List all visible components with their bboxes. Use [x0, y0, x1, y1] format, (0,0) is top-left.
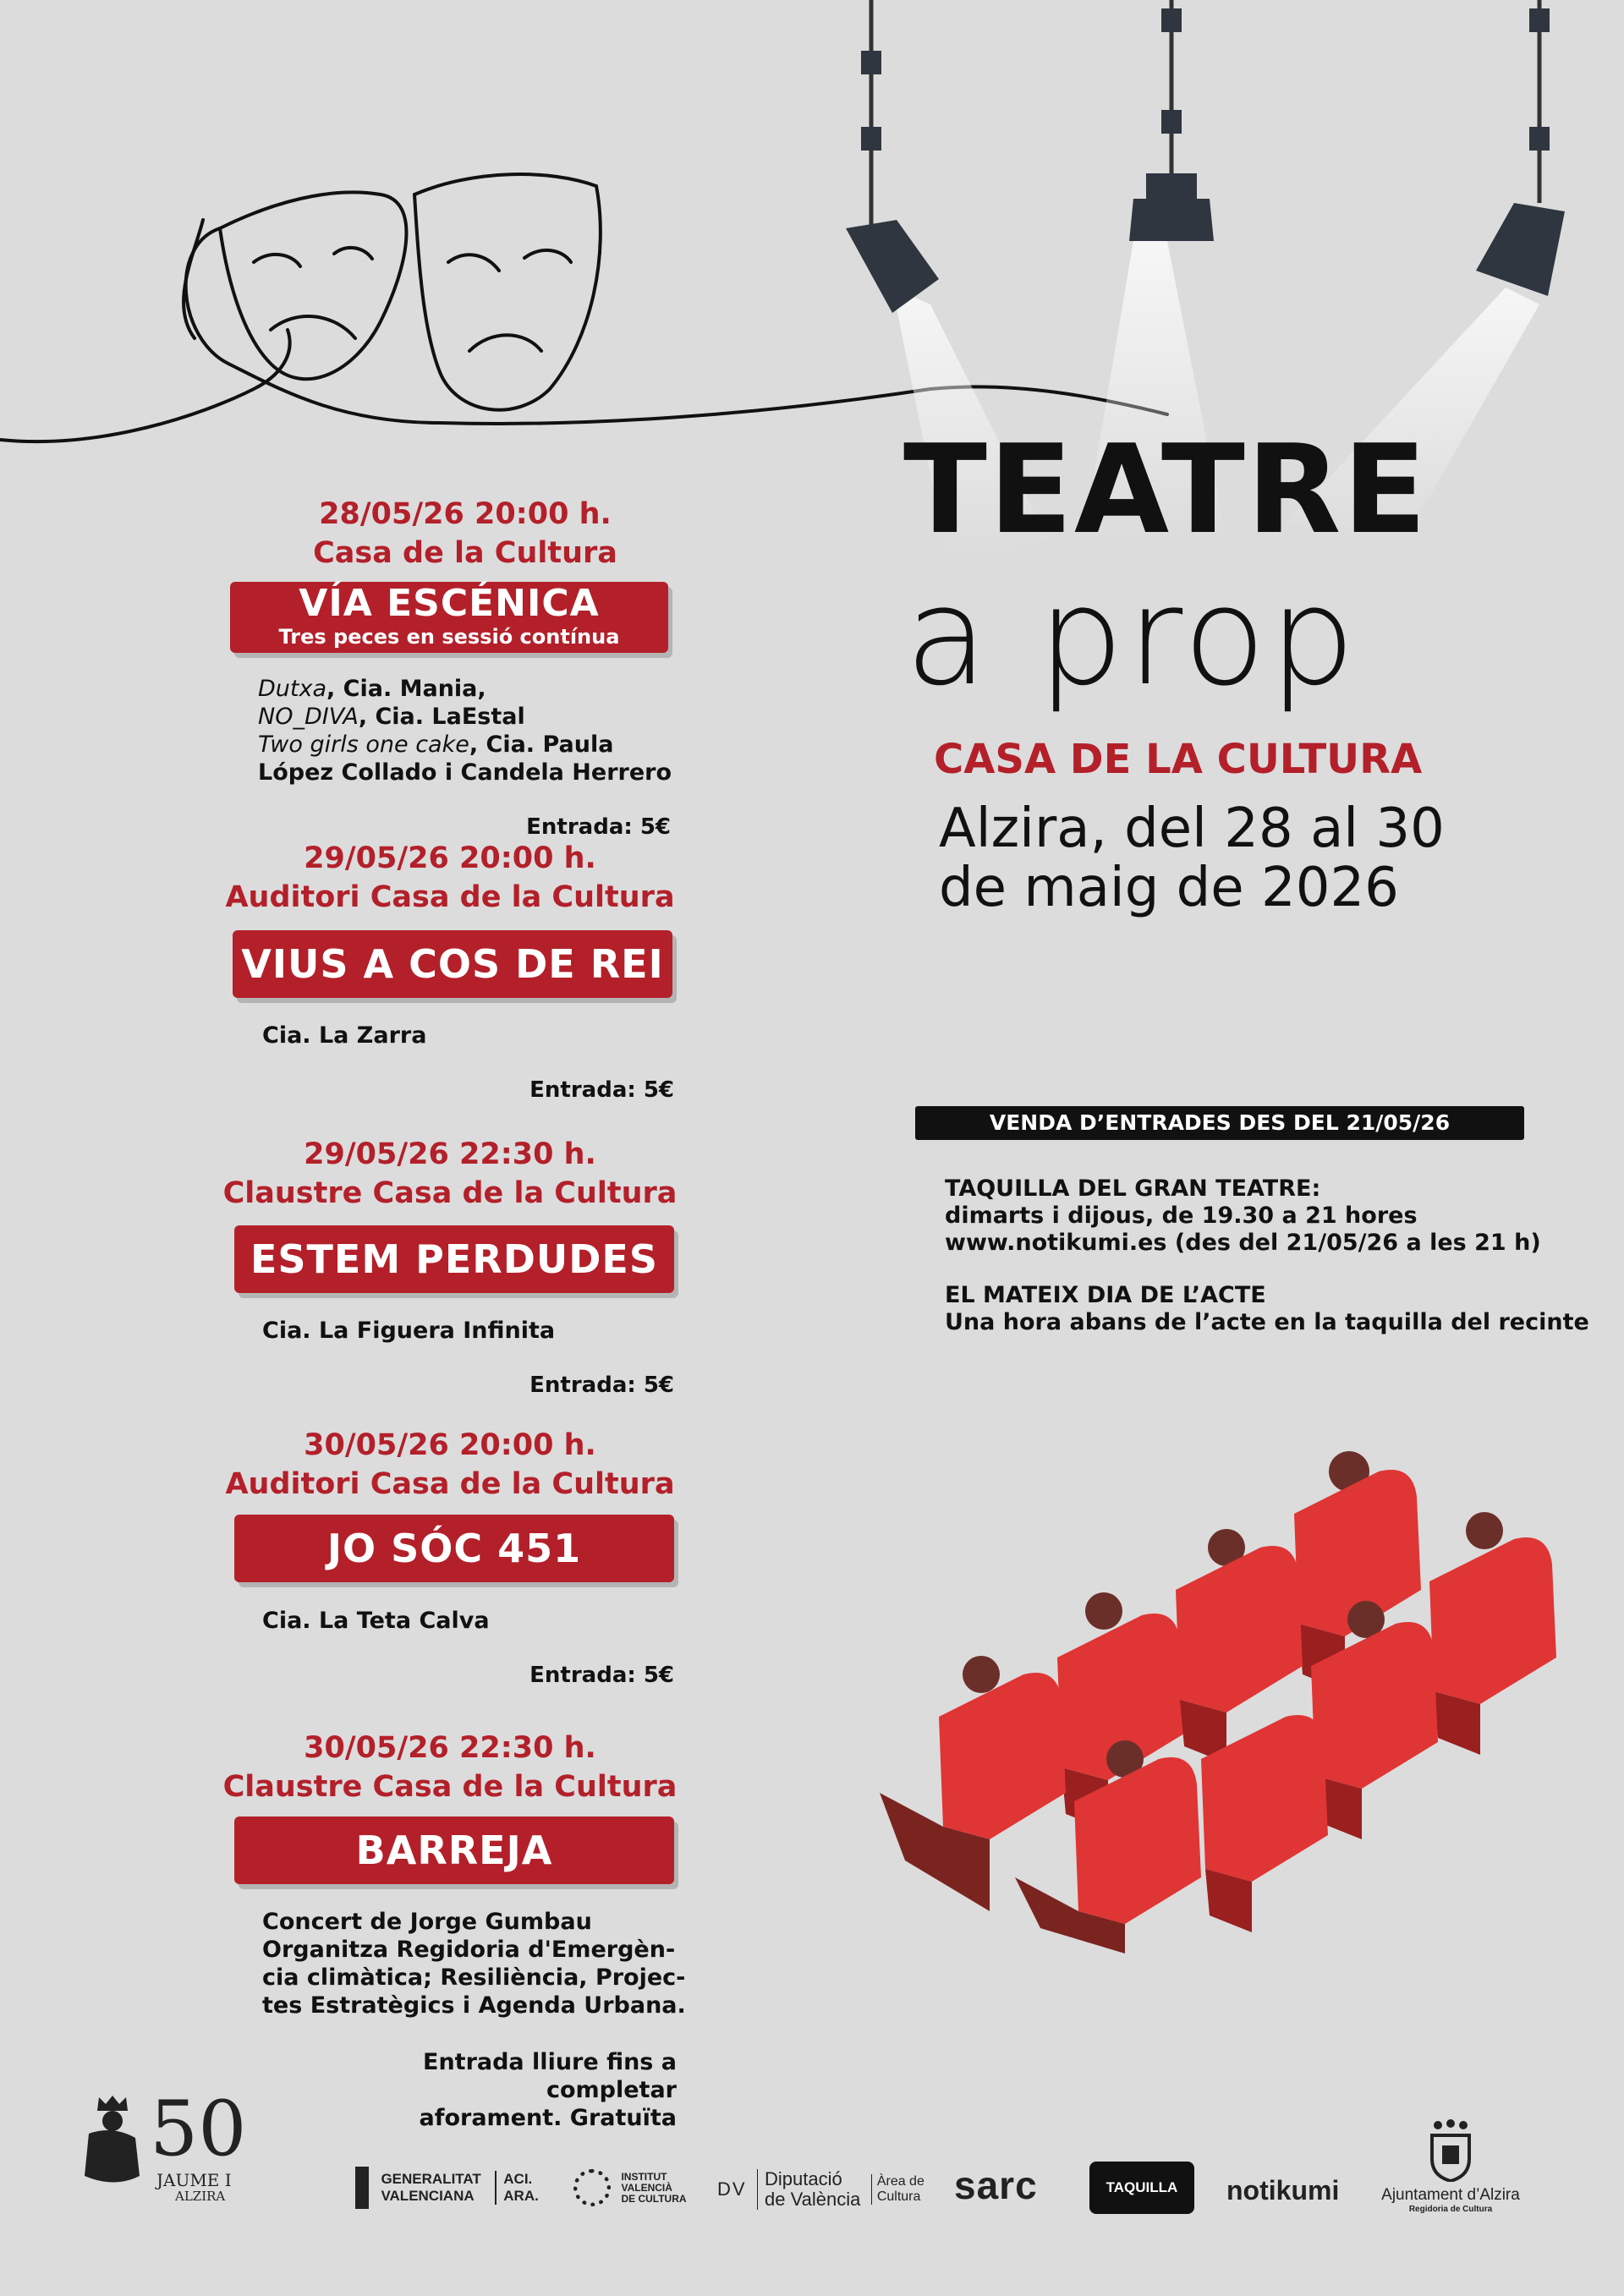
- area-line2: Cultura: [876, 2189, 921, 2204]
- box-office-hours: dimarts i dijous, de 19.30 a 21 hores: [945, 1203, 1418, 1229]
- ajuntament-alzira-logo: [1370, 2118, 1531, 2214]
- event-4-place: Auditori Casa de la Cultura: [225, 1467, 675, 1501]
- event-5-detail-line: cia climàtica; Resiliència, Projec-: [262, 1964, 686, 1991]
- ivc-circle-icon: [573, 2169, 611, 2206]
- event-3-title: ESTEM PERDUDES: [250, 1236, 658, 1282]
- same-day-title: EL MATEIX DIA DE L’ACTE: [945, 1282, 1266, 1308]
- ivc-logo: [573, 2169, 687, 2206]
- event-2-place: Auditori Casa de la Cultura: [225, 880, 675, 914]
- event-4-banner: [234, 1515, 674, 1582]
- online-tickets-link[interactable]: www.notikumi.es (des del 21/05/26 a les 21 h): [945, 1230, 1541, 1256]
- event-2-price: Entrada: 5€: [529, 1077, 674, 1103]
- dv-mark: DV: [717, 2178, 747, 2200]
- gv-emblem-icon: [355, 2167, 369, 2209]
- event-1-datetime: 28/05/26 20:00 h.: [319, 497, 612, 531]
- event-4-price: Entrada: 5€: [529, 1663, 674, 1688]
- taquilla-logo: [1089, 2162, 1194, 2214]
- ticket-info: [945, 1175, 1589, 1336]
- area-line1: Àrea de: [876, 2174, 924, 2189]
- event-4-title: JO SÓC 451: [326, 1526, 582, 1571]
- event-5-detail-line: Concert de Jorge Gumbau: [262, 1909, 592, 1935]
- credit-2-company: , Cia. LaEstal: [358, 704, 525, 730]
- jaume-city: ALZIRA: [175, 2189, 226, 2204]
- sarc-logo: sarc: [954, 2163, 1038, 2207]
- event-1-place: Casa de la Cultura: [313, 536, 617, 570]
- event-5-detail-line: Organitza Regidoria d'Emergèn-: [262, 1937, 676, 1963]
- event-3-place: Claustre Casa de la Cultura: [222, 1176, 678, 1210]
- jaume-i-logo: [72, 2085, 275, 2204]
- diputacio-logo: [717, 2169, 924, 2210]
- credit-3-company: , Cia. Paula: [469, 732, 614, 758]
- notikumi-logo: notikumi: [1226, 2175, 1340, 2206]
- generalitat-logo: [355, 2167, 539, 2209]
- event-5-banner: [234, 1817, 674, 1884]
- credit-1-company: , Cia. Mania,: [326, 676, 486, 702]
- credit-2-work: NO_DIVA: [258, 704, 359, 730]
- credit-4-company: López Collado i Candela Herrero: [258, 759, 672, 786]
- event-5-details: [262, 1908, 686, 2019]
- event-4-company: Cia. La Teta Calva: [262, 1608, 490, 1634]
- event-5-title: BARREJA: [355, 1827, 553, 1873]
- event-2-banner: [233, 930, 672, 998]
- theater-seats-illustration: [871, 1438, 1607, 1962]
- jaume-50-number: 50: [150, 2085, 247, 2173]
- jaume-name: JAUME I: [156, 2170, 232, 2190]
- diputacio-line2: de València: [765, 2189, 861, 2210]
- event-2-datetime: 29/05/26 20:00 h.: [304, 841, 596, 875]
- ivc-line2: VALENCIÀ: [621, 2181, 672, 2194]
- ticket-sales-banner: VENDA D’ENTRADES DES DEL 21/05/26: [915, 1106, 1524, 1140]
- same-day-text: Una hora abans de l’acte en la taquilla del recinte: [945, 1309, 1589, 1335]
- gv-name-line2: VALENCIANA: [381, 2188, 475, 2204]
- event-1-banner: [230, 582, 668, 653]
- event-3-price: Entrada: 5€: [529, 1373, 674, 1398]
- event-1-price: Entrada: 5€: [526, 814, 671, 840]
- event-3-banner: [234, 1225, 674, 1293]
- alzira-coat-of-arms-icon: [1425, 2118, 1476, 2182]
- event-4-datetime: 30/05/26 20:00 h.: [304, 1428, 596, 1462]
- poster-title-teatre: TEATRE: [903, 419, 1429, 562]
- event-5-datetime: 30/05/26 22:30 h.: [304, 1731, 596, 1765]
- taquilla-text: TAQUILLA: [1106, 2179, 1178, 2195]
- event-5-price-line: Entrada lliure fins a completar: [423, 2049, 677, 2103]
- event-1-subtitle: Tres peces en sessió contínua: [278, 625, 620, 649]
- event-3-company: Cia. La Figuera Infinita: [262, 1318, 556, 1344]
- ajuntament-name: Ajuntament d’Alzira: [1381, 2186, 1520, 2204]
- aciara-line1: ACI.: [503, 2171, 533, 2187]
- venue-title: CASA DE LA CULTURA: [934, 736, 1423, 783]
- regidoria-name: Regidoria de Cultura: [1408, 2205, 1493, 2214]
- credit-3-work: Two girls one cake: [258, 732, 469, 758]
- dates-line-1: Alzira, del 28 al 30: [939, 797, 1445, 860]
- event-2-title: VIUS A COS DE REI: [241, 941, 664, 987]
- diputacio-line1: Diputació: [765, 2168, 842, 2189]
- event-2-company: Cia. La Zarra: [262, 1022, 427, 1049]
- dates-line-2: de maig de 2026: [939, 857, 1399, 919]
- event-3-datetime: 29/05/26 22:30 h.: [304, 1137, 596, 1171]
- poster-title-a-prop: a prop: [905, 557, 1359, 715]
- event-5-detail-line: tes Estratègics i Agenda Urbana.: [262, 1992, 686, 2019]
- king-figure-icon: [72, 2096, 148, 2189]
- credit-1-work: Dutxa: [258, 676, 327, 702]
- event-5-place: Claustre Casa de la Cultura: [222, 1770, 678, 1804]
- event-5-price: [288, 2048, 677, 2132]
- box-office-title: TAQUILLA DEL GRAN TEATRE:: [945, 1175, 1321, 1202]
- event-5-price-line: aforament. Gratuïta: [419, 2105, 677, 2131]
- event-1-title: VÍA ESCÉNICA: [299, 582, 600, 625]
- ivc-line3: DE CULTURA: [621, 2192, 687, 2205]
- event-1-credits: [258, 675, 672, 786]
- gv-name-line1: GENERALITAT: [381, 2171, 481, 2187]
- aciara-line2: ARA.: [503, 2188, 539, 2204]
- ivc-line1: INSTITUT: [621, 2170, 667, 2183]
